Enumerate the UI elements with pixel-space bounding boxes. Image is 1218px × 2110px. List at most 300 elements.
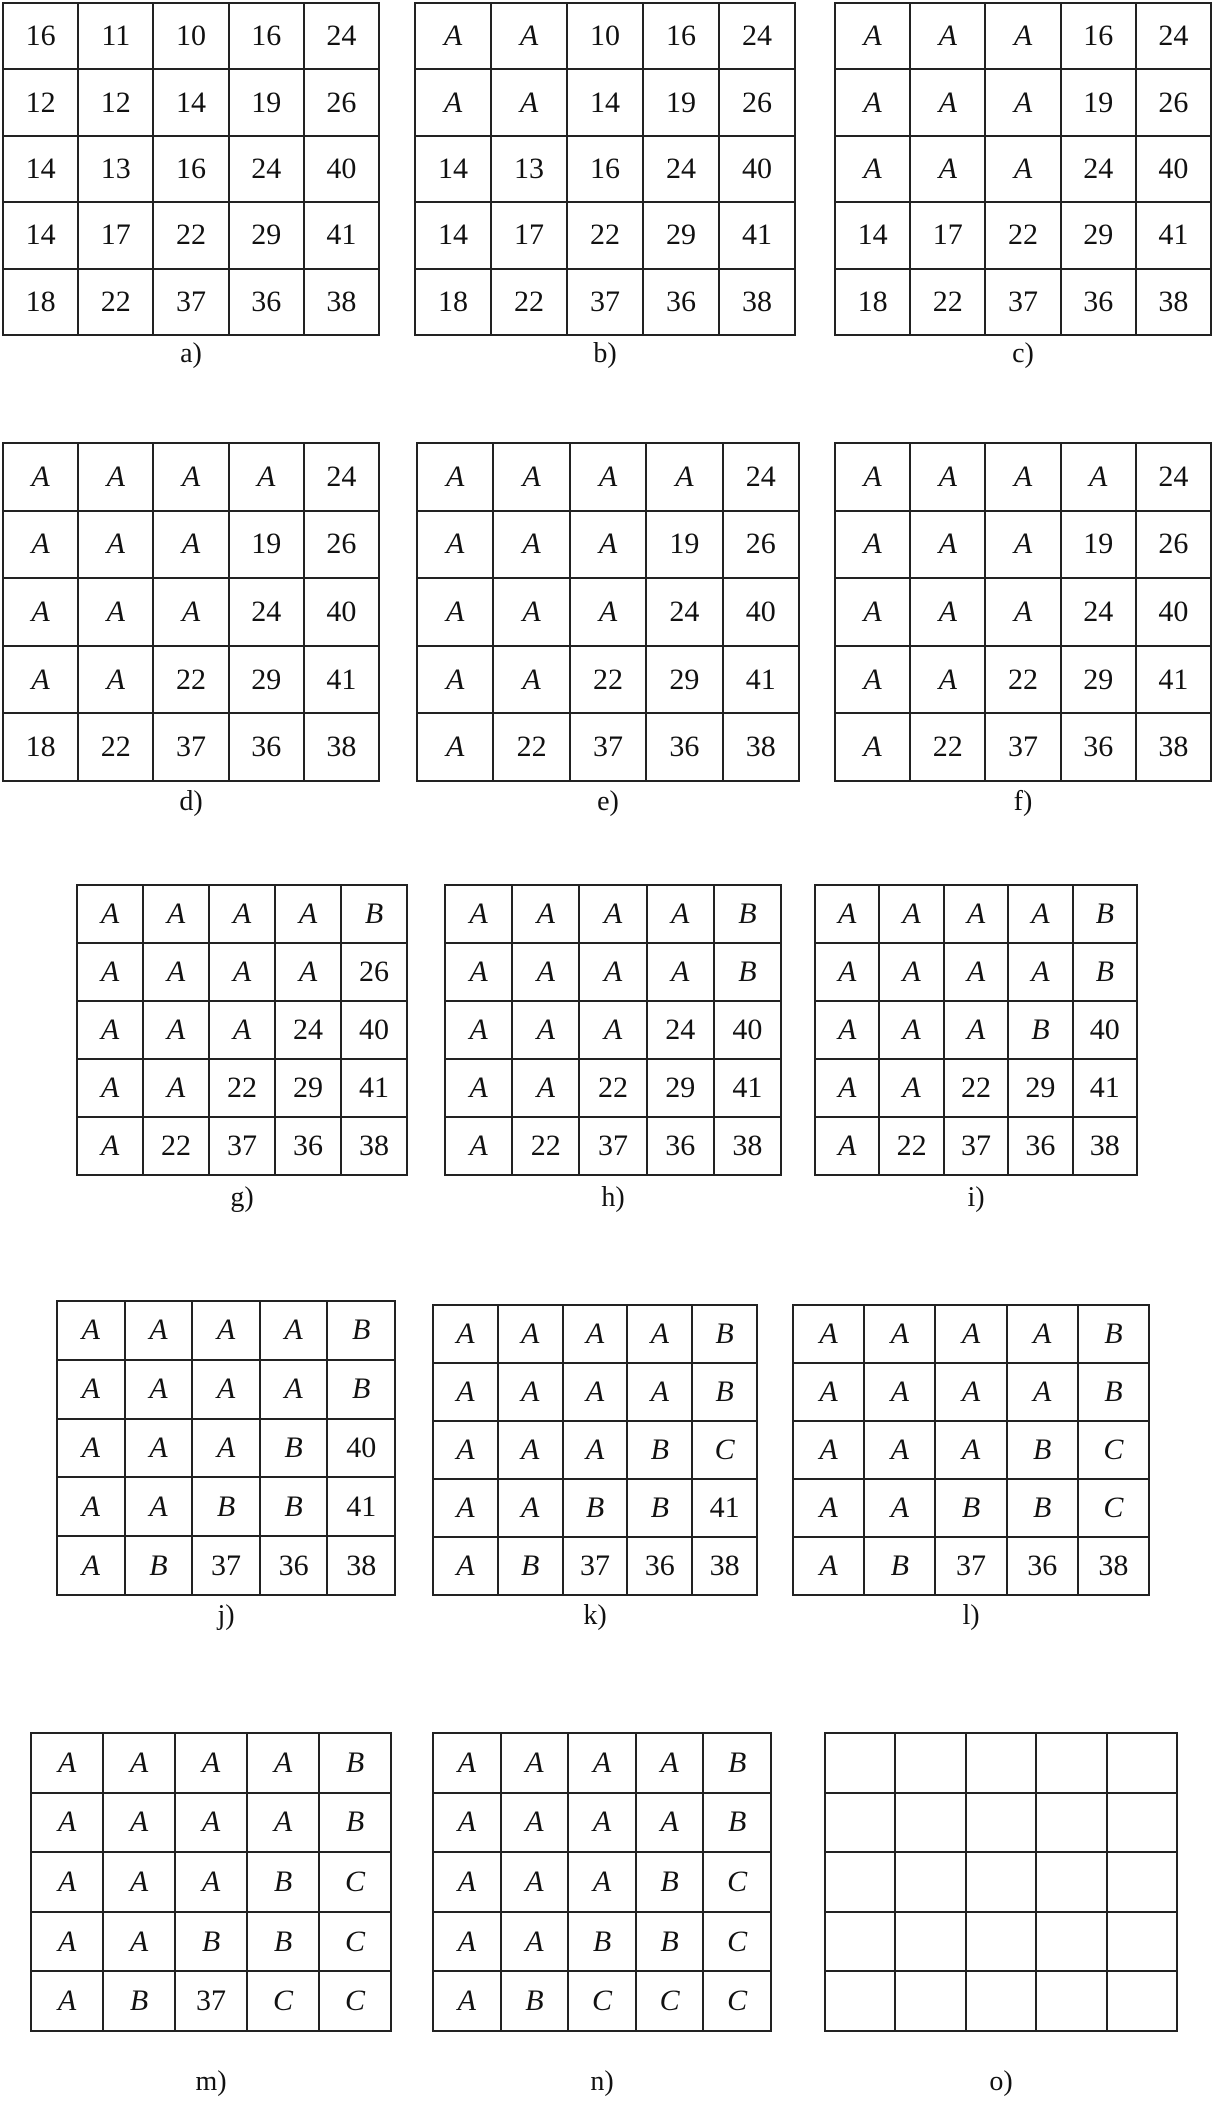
grid-cell: B <box>502 1972 570 2032</box>
grid-f <box>834 442 1212 782</box>
grid-cell: A <box>816 1002 880 1060</box>
grid-cell: B <box>564 1480 629 1538</box>
grid-cell: A <box>499 1480 564 1538</box>
grid-cell: A <box>261 1361 329 1420</box>
grid-cell: 29 <box>230 647 305 715</box>
grid-cell: 41 <box>724 647 800 715</box>
grid-cell: A <box>836 4 911 70</box>
grid-cell: A <box>648 944 715 1002</box>
grid-m <box>30 1732 392 2032</box>
grid-cell: A <box>502 1794 570 1854</box>
grid-cell: 40 <box>328 1420 396 1479</box>
grid-cell: A <box>32 1794 104 1854</box>
grid-cell: A <box>647 444 723 512</box>
grid-cell: 41 <box>342 1060 408 1118</box>
grid-cell: 11 <box>79 4 154 70</box>
grid-cell: B <box>248 1913 320 1973</box>
grid-cell: A <box>637 1794 705 1854</box>
grid-cell: 37 <box>986 714 1061 782</box>
grid-cell: 18 <box>4 714 79 782</box>
grid-cell: 26 <box>342 944 408 1002</box>
grid-cell: A <box>1008 1364 1079 1422</box>
grid-cell <box>967 1972 1037 2032</box>
grid-cell: A <box>78 1118 144 1176</box>
grid-cell: A <box>499 1422 564 1480</box>
grid-cell: A <box>492 4 568 70</box>
grid-cell: 22 <box>571 647 647 715</box>
grid-cell: A <box>446 1002 513 1060</box>
grid-cell <box>1108 1794 1178 1854</box>
grid-cell: A <box>32 1972 104 2032</box>
grid-cell: 22 <box>986 647 1061 715</box>
grid-cell: 36 <box>1062 270 1137 336</box>
grid-cell: A <box>210 886 276 944</box>
grid-cell: A <box>865 1306 936 1364</box>
grid-cell <box>896 1913 966 1973</box>
grid-cell: A <box>4 647 79 715</box>
grid-cell: 38 <box>305 714 380 782</box>
grid-cell: B <box>126 1537 194 1596</box>
grid-cell: A <box>936 1364 1007 1422</box>
grid-cell: B <box>637 1853 705 1913</box>
grid-cell: A <box>434 1972 502 2032</box>
grid-cell: 22 <box>986 203 1061 269</box>
grid-cell: 24 <box>305 4 380 70</box>
grid-h <box>444 884 782 1176</box>
grid-cell <box>1037 1794 1107 1854</box>
grid-cell: 22 <box>494 714 570 782</box>
panel-caption: m) <box>195 2066 227 2097</box>
grid-cell: 18 <box>836 270 911 336</box>
grid-cell: A <box>836 70 911 136</box>
grid-cell: A <box>416 70 492 136</box>
grid-cell: A <box>32 1913 104 1973</box>
grid-cell: A <box>32 1853 104 1913</box>
grid-cell: B <box>176 1913 248 1973</box>
grid-cell: 24 <box>230 579 305 647</box>
grid-cell: 17 <box>911 203 986 269</box>
grid-cell: C <box>704 1972 772 2032</box>
grid-cell: 37 <box>176 1972 248 2032</box>
grid-cell: A <box>628 1306 693 1364</box>
grid-cell: A <box>446 944 513 1002</box>
grid-cell: A <box>104 1853 176 1913</box>
panel-k <box>432 1304 758 1644</box>
grid-cell: A <box>794 1480 865 1538</box>
grid-l <box>792 1304 1150 1596</box>
grid-cell: A <box>4 579 79 647</box>
panel-caption: k) <box>583 1600 607 1631</box>
grid-cell: 22 <box>492 270 568 336</box>
panel-i <box>814 884 1138 1226</box>
grid-cell: A <box>434 1306 499 1364</box>
grid-cell: A <box>79 647 154 715</box>
grid-cell: A <box>836 444 911 512</box>
grid-cell: 36 <box>1008 1538 1079 1596</box>
grid-cell: A <box>502 1913 570 1973</box>
grid-cell: A <box>564 1306 629 1364</box>
panel-caption: a) <box>180 338 202 369</box>
grid-cell: 13 <box>492 137 568 203</box>
grid-cell: 24 <box>276 1002 342 1060</box>
grid-cell: 36 <box>1009 1118 1073 1176</box>
grid-cell <box>967 1794 1037 1854</box>
grid-cell <box>1108 1913 1178 1973</box>
grid-cell: A <box>126 1478 194 1537</box>
grid-cell: 24 <box>724 444 800 512</box>
grid-cell: 36 <box>276 1118 342 1176</box>
grid-cell: 26 <box>1137 70 1212 136</box>
grid-cell: 16 <box>154 137 229 203</box>
grid-cell: 38 <box>720 270 796 336</box>
grid-cell <box>896 1734 966 1794</box>
grid-cell: 16 <box>1062 4 1137 70</box>
panel-h <box>444 884 782 1226</box>
grid-cell: 29 <box>648 1060 715 1118</box>
grid-cell: 26 <box>305 512 380 580</box>
grid-cell: C <box>1079 1480 1150 1538</box>
grid-cell: B <box>342 886 408 944</box>
grid-cell: 37 <box>580 1118 647 1176</box>
grid-cell: 37 <box>564 1538 629 1596</box>
grid-cell: B <box>499 1538 564 1596</box>
grid-cell: A <box>126 1302 194 1361</box>
grid-cell: B <box>1074 944 1138 1002</box>
grid-cell: A <box>816 886 880 944</box>
grid-cell: A <box>816 944 880 1002</box>
grid-cell: 41 <box>1074 1060 1138 1118</box>
panel-caption: h) <box>601 1182 625 1213</box>
grid-cell: 37 <box>568 270 644 336</box>
grid-e <box>416 442 800 782</box>
grid-d <box>2 442 380 782</box>
grid-cell: 10 <box>154 4 229 70</box>
grid-cell <box>1037 1734 1107 1794</box>
grid-cell: A <box>911 647 986 715</box>
grid-cell: A <box>434 1913 502 1973</box>
grid-cell: A <box>248 1734 320 1794</box>
grid-cell: B <box>693 1364 758 1422</box>
grid-cell: 22 <box>154 203 229 269</box>
grid-cell: A <box>580 886 647 944</box>
grid-cell: A <box>880 1002 944 1060</box>
grid-cell <box>1108 1734 1178 1794</box>
panel-a <box>2 2 380 382</box>
grid-cell: B <box>1074 886 1138 944</box>
grid-cell: B <box>693 1306 758 1364</box>
grid-cell: 38 <box>715 1118 782 1176</box>
grid-cell: 22 <box>911 714 986 782</box>
grid-cell: A <box>446 1060 513 1118</box>
grid-cell: A <box>1009 886 1073 944</box>
grid-cell: A <box>126 1420 194 1479</box>
panel-c <box>834 2 1212 382</box>
grid-cell: C <box>704 1853 772 1913</box>
grid-cell: A <box>945 886 1009 944</box>
grid-cell: 14 <box>416 203 492 269</box>
grid-cell: A <box>176 1853 248 1913</box>
grid-cell: 24 <box>644 137 720 203</box>
grid-cell: A <box>276 886 342 944</box>
grid-cell: 22 <box>144 1118 210 1176</box>
grid-cell: 26 <box>1137 512 1212 580</box>
grid-cell: A <box>502 1853 570 1913</box>
grid-cell: 37 <box>154 270 229 336</box>
grid-cell <box>967 1913 1037 1973</box>
grid-cell: 37 <box>936 1538 1007 1596</box>
grid-cell: 40 <box>1137 137 1212 203</box>
grid-cell: 38 <box>305 270 380 336</box>
grid-cell: A <box>193 1302 261 1361</box>
grid-cell: A <box>936 1422 1007 1480</box>
grid-cell: B <box>320 1794 392 1854</box>
grid-cell: A <box>494 579 570 647</box>
grid-cell: A <box>418 579 494 647</box>
grid-cell: 37 <box>154 714 229 782</box>
grid-j <box>56 1300 396 1596</box>
grid-cell: A <box>936 1306 1007 1364</box>
grid-cell: 26 <box>720 70 796 136</box>
grid-cell: 24 <box>647 579 723 647</box>
grid-cell: C <box>248 1972 320 2032</box>
panel-caption: g) <box>230 1182 254 1213</box>
grid-cell: 38 <box>724 714 800 782</box>
grid-cell: B <box>1079 1364 1150 1422</box>
grid-cell: A <box>571 444 647 512</box>
grid-cell: 14 <box>154 70 229 136</box>
grid-cell: A <box>569 1794 637 1854</box>
grid-cell: 19 <box>644 70 720 136</box>
grid-cell: 41 <box>720 203 796 269</box>
grid-cell: 41 <box>715 1060 782 1118</box>
grid-cell: A <box>502 1734 570 1794</box>
grid-cell: 17 <box>492 203 568 269</box>
grid-cell: A <box>880 1060 944 1118</box>
grid-cell: A <box>513 886 580 944</box>
grid-cell: A <box>434 1734 502 1794</box>
grid-cell: C <box>1079 1422 1150 1480</box>
panel-e <box>416 442 800 830</box>
grid-cell: A <box>580 944 647 1002</box>
grid-cell: 14 <box>4 203 79 269</box>
grid-cell <box>826 1972 896 2032</box>
grid-cell: 18 <box>416 270 492 336</box>
grid-cell: B <box>628 1480 693 1538</box>
grid-cell: A <box>794 1422 865 1480</box>
grid-cell: 37 <box>210 1118 276 1176</box>
grid-cell <box>1108 1972 1178 2032</box>
grid-cell: B <box>1009 1002 1073 1060</box>
grid-cell: 26 <box>724 512 800 580</box>
grid-cell: A <box>794 1364 865 1422</box>
grid-cell: A <box>986 579 1061 647</box>
grid-cell: A <box>418 647 494 715</box>
grid-cell: A <box>446 1118 513 1176</box>
panel-o <box>824 1732 1178 2110</box>
grid-cell: A <box>4 512 79 580</box>
grid-cell: 13 <box>79 137 154 203</box>
grid-cell: B <box>704 1794 772 1854</box>
grid-o <box>824 1732 1178 2032</box>
panel-caption: d) <box>179 786 203 817</box>
grid-cell: B <box>715 944 782 1002</box>
grid-cell: 22 <box>210 1060 276 1118</box>
grid-cell <box>1037 1853 1107 1913</box>
grid-cell: C <box>569 1972 637 2032</box>
grid-cell: 40 <box>1137 579 1212 647</box>
grid-cell: 24 <box>1137 4 1212 70</box>
grid-cell: 29 <box>1062 203 1137 269</box>
grid-cell: A <box>104 1794 176 1854</box>
grid-cell: 41 <box>1137 203 1212 269</box>
grid-cell: A <box>58 1420 126 1479</box>
grid-cell: A <box>248 1794 320 1854</box>
grid-cell: A <box>816 1118 880 1176</box>
grid-cell <box>1037 1972 1107 2032</box>
grid-cell: A <box>434 1480 499 1538</box>
grid-cell: A <box>58 1478 126 1537</box>
grid-cell: 36 <box>230 714 305 782</box>
grid-cell: B <box>1079 1306 1150 1364</box>
grid-cell: 40 <box>724 579 800 647</box>
panel-caption: i) <box>967 1182 985 1213</box>
grid-cell: 37 <box>193 1537 261 1596</box>
grid-cell: 24 <box>720 4 796 70</box>
grid-cell: B <box>193 1478 261 1537</box>
grid-cell <box>1037 1913 1107 1973</box>
grid-cell: 29 <box>644 203 720 269</box>
grid-cell: A <box>494 647 570 715</box>
grid-cell: 41 <box>305 647 380 715</box>
grid-cell: 10 <box>568 4 644 70</box>
grid-cell: 36 <box>644 270 720 336</box>
grid-cell: A <box>416 4 492 70</box>
grid-cell: A <box>986 444 1061 512</box>
grid-cell: A <box>986 70 1061 136</box>
grid-cell: 24 <box>230 137 305 203</box>
grid-i <box>814 884 1138 1176</box>
grid-cell: A <box>911 579 986 647</box>
grid-cell: A <box>193 1361 261 1420</box>
grid-cell: 40 <box>342 1002 408 1060</box>
grid-cell: A <box>628 1364 693 1422</box>
grid-cell: A <box>210 944 276 1002</box>
grid-cell: 36 <box>1062 714 1137 782</box>
grid-cell <box>826 1734 896 1794</box>
grid-cell: A <box>945 1002 1009 1060</box>
grid-cell: 38 <box>342 1118 408 1176</box>
grid-cell: A <box>513 944 580 1002</box>
grid-cell: 16 <box>230 4 305 70</box>
grid-cell <box>896 1972 966 2032</box>
grid-cell: 40 <box>720 137 796 203</box>
grid-cell: A <box>1062 444 1137 512</box>
grid-g <box>76 884 408 1176</box>
grid-cell: B <box>628 1422 693 1480</box>
panel-n <box>432 1732 772 2110</box>
grid-cell: A <box>986 512 1061 580</box>
grid-cell: 14 <box>836 203 911 269</box>
panel-caption: b) <box>593 338 617 369</box>
grid-cell: A <box>571 579 647 647</box>
grid-cell: A <box>78 944 144 1002</box>
grid-cell: B <box>248 1853 320 1913</box>
grid-cell: A <box>154 512 229 580</box>
grid-cell: A <box>144 1002 210 1060</box>
grid-cell: 40 <box>305 579 380 647</box>
grid-cell: B <box>637 1913 705 1973</box>
grid-cell: 41 <box>693 1480 758 1538</box>
grid-cell: A <box>104 1734 176 1794</box>
grid-cell: A <box>794 1306 865 1364</box>
grid-a <box>2 2 380 336</box>
grid-cell: A <box>144 1060 210 1118</box>
grid-cell: A <box>865 1480 936 1538</box>
panel-caption: n) <box>590 2066 614 2097</box>
grid-cell: C <box>704 1913 772 1973</box>
grid-cell: A <box>945 944 1009 1002</box>
grid-cell: A <box>816 1060 880 1118</box>
grid-cell: A <box>58 1302 126 1361</box>
grid-cell: A <box>794 1538 865 1596</box>
grid-cell: 40 <box>1074 1002 1138 1060</box>
grid-cell: A <box>880 944 944 1002</box>
grid-cell: A <box>836 512 911 580</box>
grid-cell: A <box>78 886 144 944</box>
grid-cell: C <box>320 1913 392 1973</box>
grid-cell: 22 <box>568 203 644 269</box>
grid-c <box>834 2 1212 336</box>
grid-cell: C <box>320 1853 392 1913</box>
grid-cell: 29 <box>230 203 305 269</box>
grid-cell <box>967 1734 1037 1794</box>
grid-cell: A <box>79 444 154 512</box>
grid-cell: A <box>911 70 986 136</box>
grid-cell: A <box>1008 1306 1079 1364</box>
grid-cell: 40 <box>305 137 380 203</box>
grid-cell: A <box>434 1422 499 1480</box>
grid-cell: 41 <box>1137 647 1212 715</box>
grid-cell: 29 <box>647 647 723 715</box>
grid-cell: 41 <box>305 203 380 269</box>
grid-cell: A <box>492 70 568 136</box>
grid-cell: A <box>571 512 647 580</box>
grid-cell: A <box>176 1794 248 1854</box>
grid-cell: A <box>418 512 494 580</box>
grid-cell: A <box>104 1913 176 1973</box>
grid-cell: A <box>78 1002 144 1060</box>
grid-cell: A <box>79 512 154 580</box>
grid-cell: C <box>320 1972 392 2032</box>
grid-cell: A <box>986 4 1061 70</box>
grid-cell: 36 <box>647 714 723 782</box>
grid-cell: A <box>276 944 342 1002</box>
grid-cell: A <box>78 1060 144 1118</box>
grid-cell: A <box>79 579 154 647</box>
grid-cell: 14 <box>416 137 492 203</box>
grid-cell: C <box>693 1422 758 1480</box>
grid-cell: A <box>261 1302 329 1361</box>
grid-cell: 19 <box>230 70 305 136</box>
grid-cell <box>896 1853 966 1913</box>
grid-cell: 24 <box>1137 444 1212 512</box>
grid-cell: B <box>328 1302 396 1361</box>
grid-cell: B <box>715 886 782 944</box>
grid-cell: 16 <box>4 4 79 70</box>
grid-cell: A <box>648 886 715 944</box>
panel-caption: o) <box>989 2066 1013 2097</box>
grid-cell: A <box>193 1420 261 1479</box>
